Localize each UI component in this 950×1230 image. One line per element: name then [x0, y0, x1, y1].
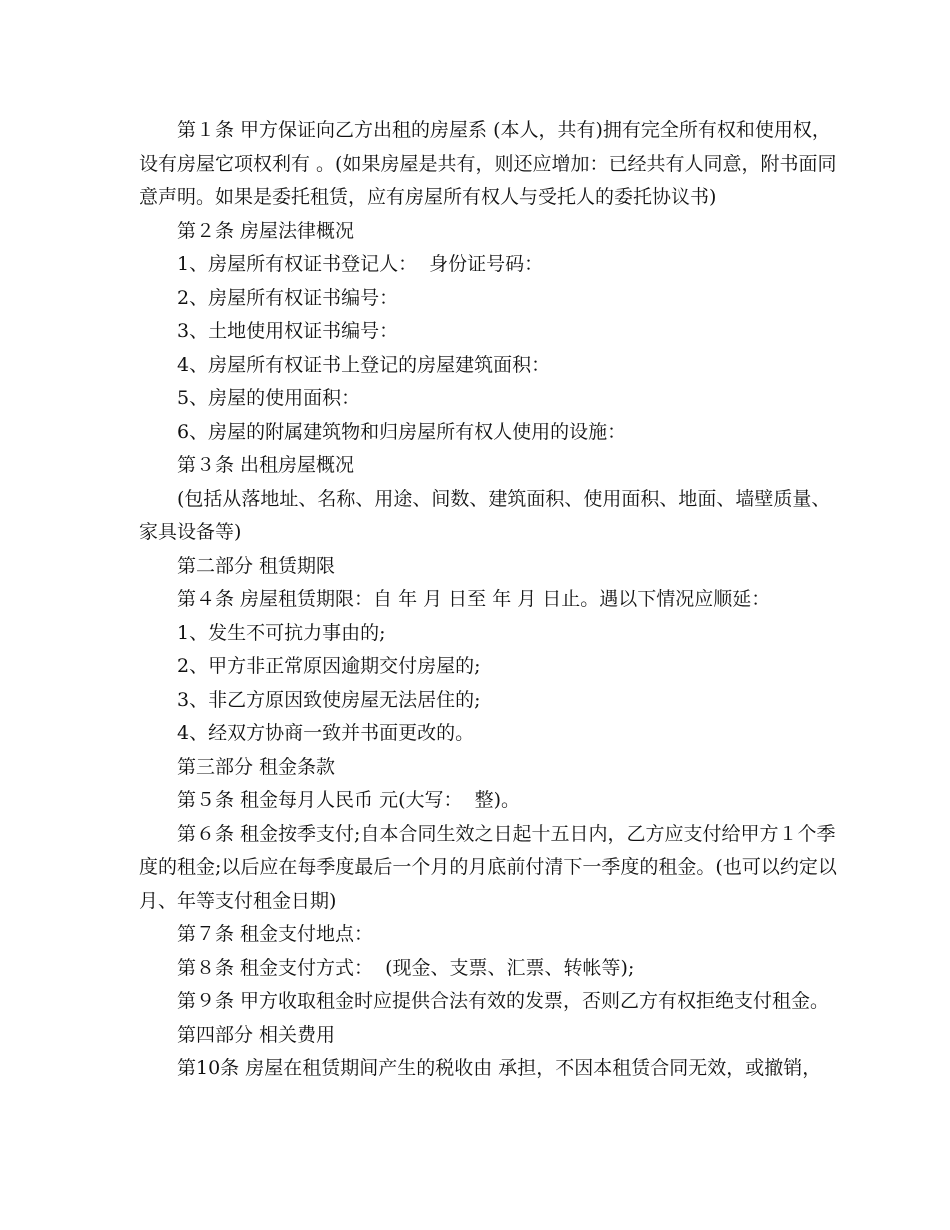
- list-item: 5、房屋的使用面积：: [177, 387, 361, 409]
- article-4-paragraph: 第４条 房屋租赁期限：自 年 月 日至 年 月 日止。遇以下情况应顺延：: [177, 588, 771, 610]
- list-item: 2、房屋所有权证书编号：: [177, 286, 399, 309]
- article-1-paragraph: 第１条 甲方保证向乙方出租的房屋系 (本人，共有)拥有完全所有权和使用权，设有房屋它项权利有 。(如果房屋是共有，则还应增加：已经共有人同意，附书面同意声明。如果是委托租赁，应有房屋所有权人与受托人的委托协议书): [139, 119, 837, 208]
- part-3-heading: 第三部分 租金条款: [177, 755, 336, 778]
- article-8-paragraph: 第８条 租金支付方式： (现金、支票、汇票、转帐等);: [177, 956, 635, 979]
- article-9-paragraph: 第９条 甲方收取租金时应提供合法有效的发票，否则乙方有权拒绝支付租金。: [177, 990, 830, 1012]
- part-2-heading: 第二部分 租赁期限: [177, 554, 336, 577]
- part-4-heading: 第四部分 相关费用: [177, 1023, 336, 1046]
- list-item: 1、发生不可抗力事由的;: [177, 621, 386, 644]
- article-10-paragraph: 第10条 房屋在租赁期间产生的税收由 承担，不因本租赁合同无效，或撤销，: [177, 1057, 822, 1079]
- list-item: 2、甲方非正常原因逾期交付房屋的;: [177, 655, 481, 677]
- document-body: [139, 114, 839, 1086]
- article-7-paragraph: 第７条 租金支付地点：: [177, 923, 374, 945]
- list-item: 4、经双方协商一致并书面更改的。: [177, 722, 475, 744]
- list-item: 6、房屋的附属建筑物和归房屋所有权人使用的设施：: [177, 420, 627, 443]
- list-item: 3、非乙方原因致使房屋无法居住的;: [177, 688, 481, 711]
- list-item: 1、房屋所有权证书登记人： 身份证号码：: [177, 253, 544, 275]
- article-5-paragraph: 第５条 租金每月人民币 元(大写： 整)。: [177, 789, 520, 811]
- article-6-paragraph: 第６条 租金按季支付;自本合同生效之日起十五日内，乙方应支付给甲方１个季度的租金;以后应在每季度最后一个月的月底前付清下一季度的租金。(也可以约定以月、年等支付租金日期): [139, 822, 837, 912]
- article-3-note: (包括从落地址、名称、用途、间数、建筑面积、使用面积、地面、墙壁质量、家具设备等): [139, 487, 831, 543]
- article-3-heading: 第３条 出租房屋概况: [177, 454, 355, 476]
- article-2-heading: 第２条 房屋法律概况: [177, 219, 355, 242]
- list-item: 3、土地使用权证书编号：: [177, 320, 399, 342]
- list-item: 4、房屋所有权证书上登记的房屋建筑面积：: [177, 353, 551, 376]
